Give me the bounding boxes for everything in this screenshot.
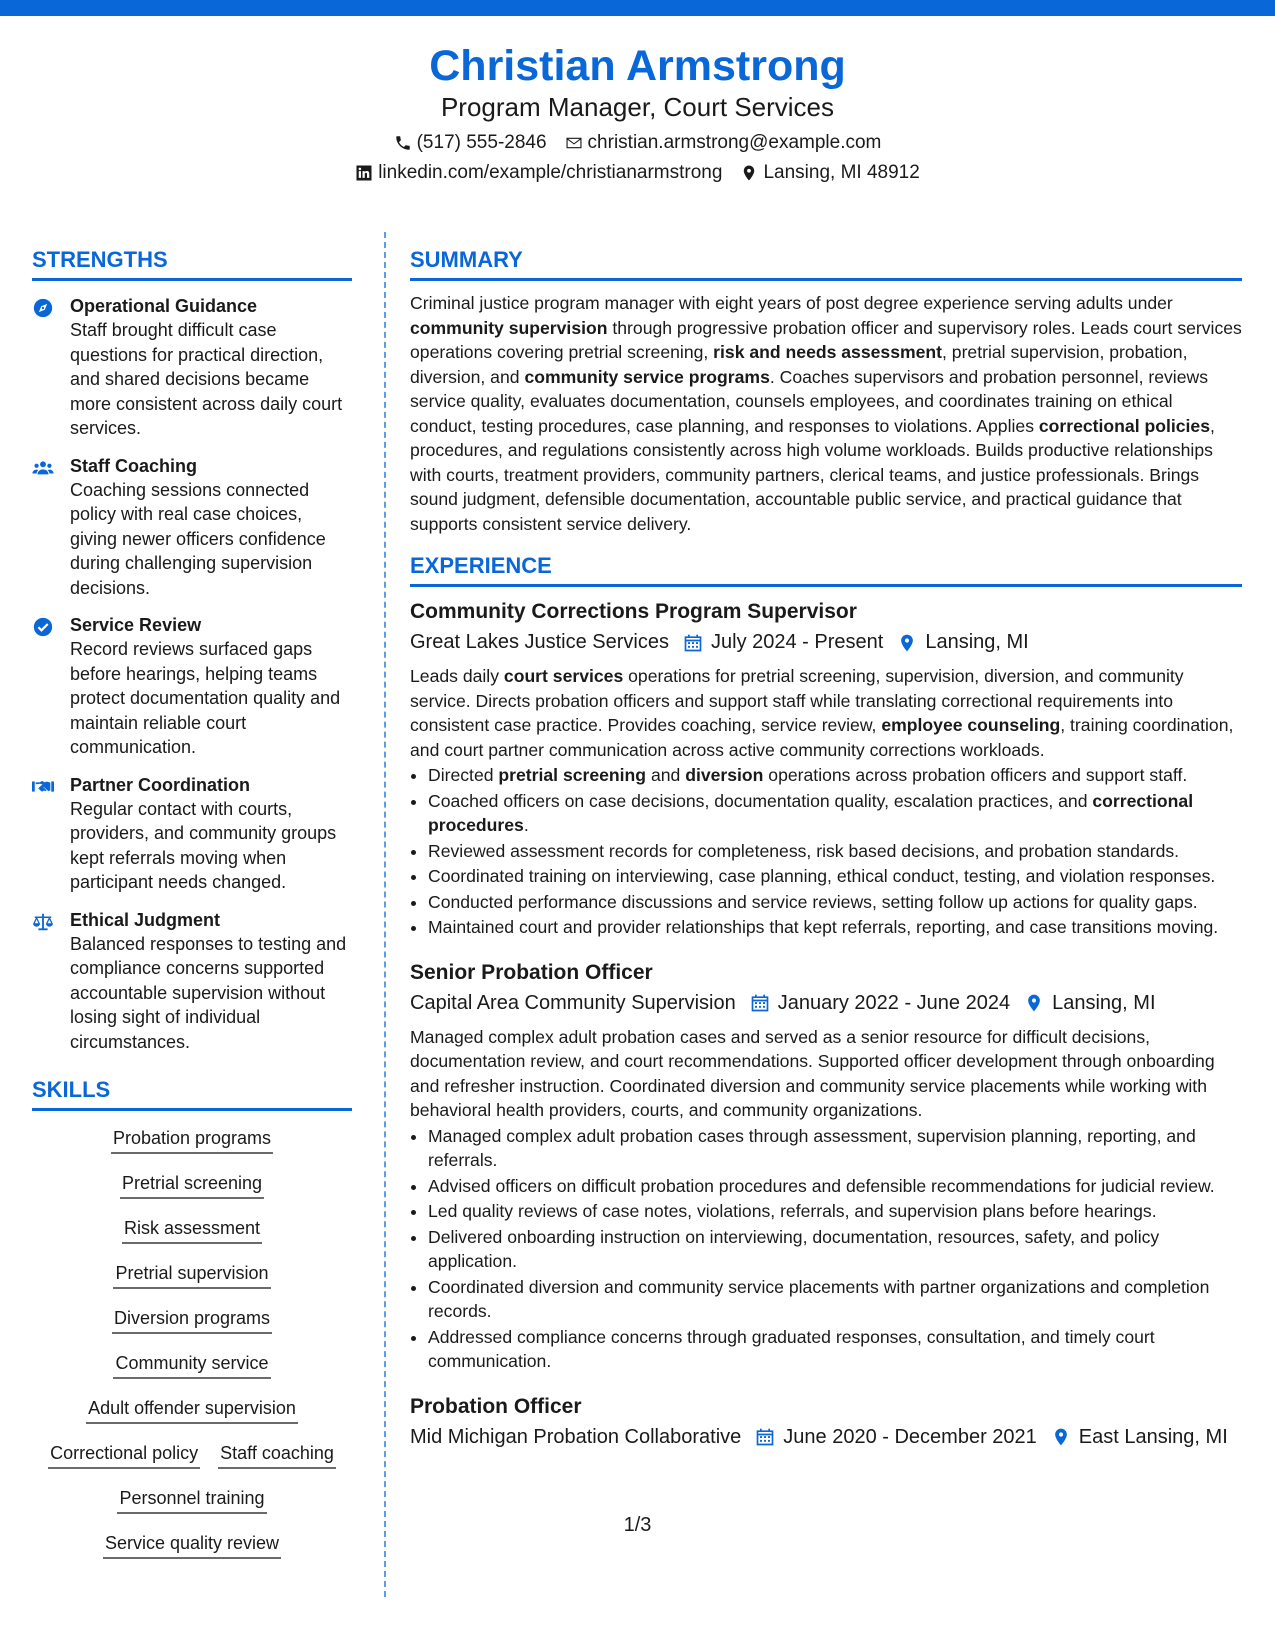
bold-keyword: employee counseling <box>881 715 1061 735</box>
skills-list <box>32 1125 352 1575</box>
job-entry <box>410 1392 1242 1453</box>
map-pin-icon <box>1024 993 1044 1013</box>
strength-icon-wrap <box>32 909 70 1055</box>
job-entry <box>410 597 1242 940</box>
bullet-item <box>428 1275 1242 1324</box>
strength-icon-wrap <box>32 614 70 760</box>
job-bullets <box>410 763 1242 940</box>
text-segment: Conducted performance discussions and service reviews, setting follow up actions for quality gaps. <box>428 891 1198 912</box>
strength-item <box>32 455 352 601</box>
text-segment: Advised officers on difficult probation procedures and defensible recommendations for judicial review. <box>428 1175 1215 1196</box>
strength-item <box>32 774 352 895</box>
skill-tag: Pretrial screening <box>120 1170 264 1199</box>
text-segment: operations for pretrial screening, supervision, diversion, and community service. Directs probation officers and support staff while translating correctional requirements into consistent case practice. Provides coaching, service review, <box>410 666 1184 735</box>
text-segment: , pretrial supervision, probation, diversion, and <box>410 342 1188 387</box>
skill-row <box>32 1350 352 1395</box>
text-segment: , training coordination, and court partner communication across active community corrections workloads. <box>410 715 1234 760</box>
text-segment: and <box>646 765 686 785</box>
bullet-item <box>428 1225 1242 1274</box>
scale-icon <box>32 911 54 933</box>
candidate-name: Christian Armstrong <box>429 42 846 90</box>
email-contact[interactable] <box>565 128 882 158</box>
phone-icon <box>394 134 412 152</box>
envelope-icon <box>565 134 583 152</box>
text-segment: , procedures, and regulations consistently across high volume workloads. Builds productive relationships with courts, treatment providers, community partners, clerical teams, and justice professionals. Brings sound judgment, defensible documentation, accountable public service, and practical guidance that supports consistent service delivery. <box>410 415 1215 534</box>
strength-icon-wrap <box>32 295 70 441</box>
bold-keyword: correctional procedures <box>428 790 1194 835</box>
jobs-list <box>410 597 1242 1453</box>
strength-description: Balanced responses to testing and compliance concerns supported accountable supervision without losing sight of individual circumstances. <box>70 933 347 1052</box>
skill-row <box>32 1125 352 1170</box>
bold-keyword: community supervision <box>410 317 608 338</box>
location-text: Lansing, MI 48912 <box>763 162 920 183</box>
strength-item <box>32 295 352 441</box>
column-divider <box>384 232 386 1597</box>
strength-body <box>70 909 352 1055</box>
bullet-item <box>428 1199 1242 1224</box>
job-bullets <box>410 1124 1242 1374</box>
job-location <box>1024 988 1155 1019</box>
strength-title: Service Review <box>70 615 202 635</box>
text-segment: Maintained court and provider relationships that kept referrals, reporting, and case transitions moving. <box>428 917 1219 937</box>
job-title: Probation Officer <box>410 1394 582 1418</box>
strength-description: Coaching sessions connected policy with real case choices, giving newer officers confidence during challenging supervision decisions. <box>70 479 326 598</box>
resume-header <box>0 40 1275 188</box>
location-contact <box>740 158 919 188</box>
text-segment: Criminal justice program manager with eight years of post degree experience serving adults under <box>410 293 1173 313</box>
text-segment: Delivered onboarding instruction on interviewing, documentation, resources, safety, and policy application. <box>428 1226 1160 1271</box>
phone-contact[interactable] <box>394 128 547 158</box>
job-company: Capital Area Community Supervision <box>410 991 736 1014</box>
bullet-item <box>428 890 1242 915</box>
job-location <box>1051 1422 1228 1453</box>
left-column <box>32 246 352 1575</box>
check-circle-icon <box>32 616 54 638</box>
strength-description: Regular contact with courts, providers, and community groups kept referrals moving when participant needs changed. <box>70 798 337 892</box>
job-dates <box>683 627 883 658</box>
job-entry <box>410 958 1242 1374</box>
skill-tag: Staff coaching <box>218 1440 336 1469</box>
bullet-item <box>428 839 1242 864</box>
job-dates-text: June 2020 - December 2021 <box>783 1425 1037 1448</box>
skill-tag: Community service <box>113 1350 270 1379</box>
skill-tag: Adult offender supervision <box>86 1395 298 1424</box>
text-segment: Addressed compliance concerns through graduated responses, consultation, and timely court communication. <box>428 1326 1155 1371</box>
strengths-list <box>32 295 352 1054</box>
text-segment: Coordinated training on interviewing, case planning, ethical conduct, testing, and violation responses. <box>428 866 1216 886</box>
strength-body <box>70 774 352 895</box>
text-segment: . <box>523 815 529 835</box>
skill-row <box>32 1170 352 1215</box>
strength-icon-wrap <box>32 455 70 601</box>
job-dates <box>750 988 1010 1019</box>
job-meta <box>410 1422 1242 1453</box>
job-description <box>410 664 1242 762</box>
bold-keyword: community service programs <box>524 366 770 387</box>
text-segment: Leads daily <box>410 666 504 686</box>
linkedin-text: linkedin.com/example/christianarmstrong <box>378 162 723 183</box>
strength-body <box>70 614 352 760</box>
job-company: Great Lakes Justice Services <box>410 631 669 653</box>
map-pin-icon <box>897 633 917 653</box>
bold-keyword: pretrial screening <box>498 765 647 785</box>
job-dates-text: July 2024 - Present <box>711 631 884 653</box>
text-segment: Managed complex adult probation cases through assessment, supervision planning, reporting, and referrals. <box>428 1125 1196 1170</box>
calendar-icon <box>683 633 703 653</box>
strength-icon-wrap <box>32 774 70 895</box>
strength-description: Record reviews surfaced gaps before hearings, helping teams protect documentation quality and maintain reliable court communication. <box>70 639 341 757</box>
map-pin-icon <box>740 164 758 182</box>
phone-text: (517) 555-2846 <box>416 132 547 153</box>
job-title: Community Corrections Program Supervisor <box>410 600 857 623</box>
skill-row <box>32 1215 352 1260</box>
skill-tag: Diversion programs <box>112 1305 272 1334</box>
skill-tag: Personnel training <box>117 1485 266 1514</box>
strength-title: Operational Guidance <box>70 296 258 316</box>
strength-description: Staff brought difficult case questions for practical direction, and shared decisions became more consistent across daily court services. <box>70 320 343 438</box>
job-location <box>897 627 1028 658</box>
text-segment: Coordinated diversion and community service placements with partner organizations and completion records. <box>428 1276 1210 1321</box>
bullet-item <box>428 1124 1242 1173</box>
bold-keyword: diversion <box>685 765 764 785</box>
skills-heading: SKILLS <box>32 1076 352 1111</box>
job-dates <box>755 1422 1037 1453</box>
bullet-item <box>428 1174 1242 1199</box>
compass-icon <box>32 297 54 319</box>
job-location-text: Lansing, MI <box>925 631 1029 653</box>
strength-item <box>32 614 352 760</box>
text-segment: Coached officers on case decisions, documentation quality, escalation practices, and <box>428 790 1093 811</box>
skill-tag: Risk assessment <box>122 1215 262 1244</box>
bullet-item <box>428 864 1242 889</box>
skill-tag: Service quality review <box>103 1530 281 1559</box>
strength-title: Ethical Judgment <box>70 909 221 930</box>
linkedin-icon <box>355 164 373 182</box>
bullet-item <box>428 1325 1242 1374</box>
bullet-item <box>428 789 1242 838</box>
strengths-heading: STRENGTHS <box>32 246 352 281</box>
text-segment: Managed complex adult probation cases and served as a senior resource for difficult decisions, documentation review, and court recommendations. Supported officer development through onboarding and refresher instruction. Coordinated diversion and community service placements while working with behavioral health providers, courts, and community organizations. <box>410 1026 1215 1120</box>
calendar-icon <box>755 1427 775 1447</box>
right-column <box>410 246 1242 1459</box>
skill-tag: Probation programs <box>111 1125 273 1154</box>
summary-heading: SUMMARY <box>410 246 1242 281</box>
experience-heading: EXPERIENCE <box>410 552 1242 587</box>
job-meta <box>410 627 1242 658</box>
job-dates-text: January 2022 - June 2024 <box>777 991 1011 1014</box>
skill-tag: Correctional policy <box>48 1440 200 1469</box>
strength-title: Partner Coordination <box>70 774 251 795</box>
summary-text <box>410 291 1242 536</box>
top-accent-bar <box>0 0 1275 16</box>
users-icon <box>32 457 54 479</box>
contact-row-1 <box>0 128 1275 158</box>
candidate-title: Program Manager, Court Services <box>440 92 835 122</box>
job-description <box>410 1025 1242 1123</box>
text-segment: Directed <box>428 765 499 785</box>
strength-body <box>70 295 352 441</box>
email-text: christian.armstrong@example.com <box>587 132 882 153</box>
job-location-text: East Lansing, MI <box>1078 1425 1228 1448</box>
bold-keyword: correctional policies <box>1038 415 1211 436</box>
map-pin-icon <box>1051 1427 1071 1447</box>
skill-row <box>32 1440 352 1485</box>
linkedin-contact[interactable] <box>355 158 722 188</box>
job-company: Mid Michigan Probation Collaborative <box>410 1425 742 1448</box>
strength-item <box>32 909 352 1055</box>
job-location-text: Lansing, MI <box>1052 991 1156 1014</box>
strength-title: Staff Coaching <box>70 455 198 476</box>
contact-row-2 <box>0 158 1275 188</box>
bullet-item <box>428 763 1242 788</box>
text-segment: Reviewed assessment records for completeness, risk based decisions, and probation standards. <box>428 840 1180 861</box>
handshake-icon <box>32 776 54 798</box>
page-number: 1/3 <box>623 1514 652 1536</box>
text-segment: through progressive probation officer and supervisory roles. Leads court services operations covering pretrial screening, <box>410 317 1242 362</box>
skill-row <box>32 1395 352 1440</box>
skill-row <box>32 1260 352 1305</box>
job-meta <box>410 988 1242 1019</box>
skill-tag: Pretrial supervision <box>113 1260 270 1289</box>
skill-row <box>32 1305 352 1350</box>
text-segment: Led quality reviews of case notes, violations, referrals, and supervision plans before hearings. <box>428 1201 1157 1221</box>
job-title: Senior Probation Officer <box>410 960 653 984</box>
strength-body <box>70 455 352 601</box>
text-segment: . Coaches supervisors and probation personnel, reviews service quality, evaluates documentation, counsels employees, and coordinates training on ethical conduct, testing procedures, case planning, and responses to violations. Applies <box>410 366 1209 436</box>
calendar-icon <box>750 993 770 1013</box>
bold-keyword: court services <box>503 666 624 686</box>
bold-keyword: risk and needs assessment <box>713 342 943 362</box>
text-segment: operations across probation officers and support staff. <box>763 765 1188 785</box>
bullet-item <box>428 915 1242 940</box>
